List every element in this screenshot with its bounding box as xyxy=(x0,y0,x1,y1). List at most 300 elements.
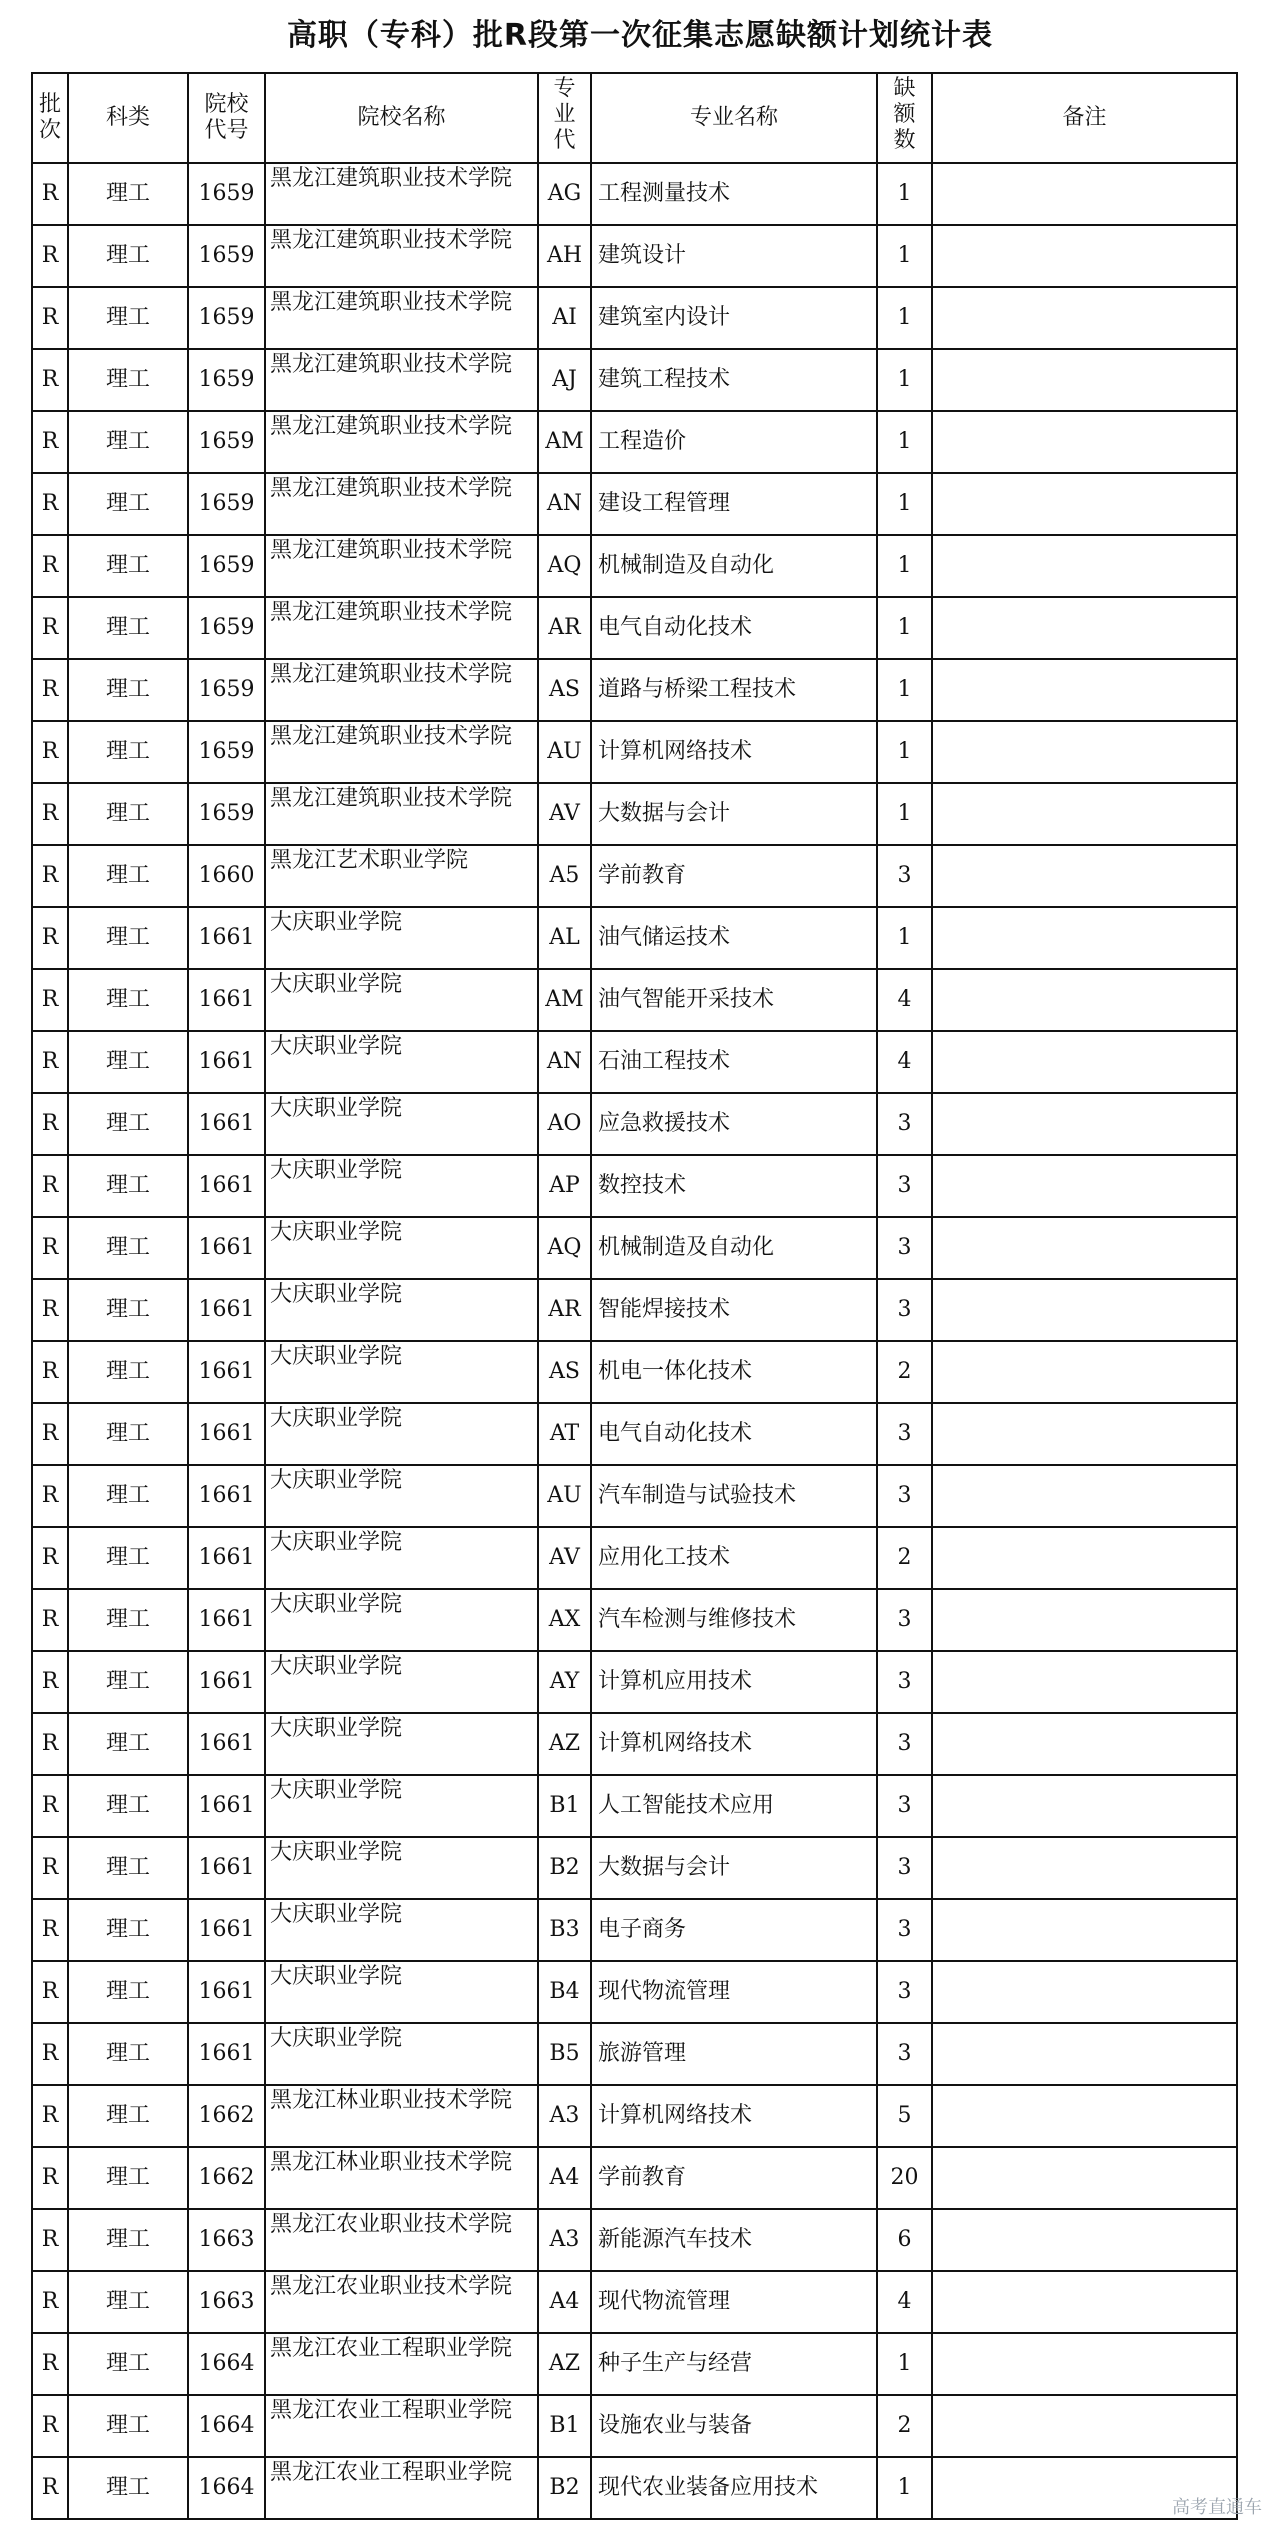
cell-vacancies: 5 xyxy=(877,2085,932,2147)
cell-category: 理工 xyxy=(68,1031,188,1093)
cell-major-code: AU xyxy=(538,1465,591,1527)
cell-school-name: 大庆职业学院 xyxy=(265,1031,538,1093)
table-row xyxy=(32,2333,1237,2395)
cell-school-name: 黑龙江林业职业技术学院 xyxy=(265,2085,538,2147)
header-vacancies xyxy=(877,73,932,163)
cell-vacancies: 2 xyxy=(877,2395,932,2457)
table-row xyxy=(32,659,1237,721)
cell-school-name: 黑龙江建筑职业技术学院 xyxy=(265,411,538,473)
cell-major-code: AU xyxy=(538,721,591,783)
cell-vacancies: 1 xyxy=(877,907,932,969)
cell-major-name: 机电一体化技术 xyxy=(591,1341,877,1403)
cell-batch: R xyxy=(32,473,68,535)
cell-remark xyxy=(932,473,1237,535)
page-title: 高职（专科）批R段第一次征集志愿缺额计划统计表 xyxy=(286,18,994,53)
cell-major-code: B2 xyxy=(538,1837,591,1899)
cell-major-name: 计算机网络技术 xyxy=(591,1713,877,1775)
cell-major-code: AV xyxy=(538,783,591,845)
cell-batch: R xyxy=(32,659,68,721)
cell-major-name: 大数据与会计 xyxy=(591,783,877,845)
header-batch xyxy=(32,73,68,163)
cell-remark xyxy=(932,2085,1237,2147)
cell-batch: R xyxy=(32,1589,68,1651)
cell-major-code: AJ xyxy=(538,349,591,411)
table-row xyxy=(32,1837,1237,1899)
cell-major-name: 石油工程技术 xyxy=(591,1031,877,1093)
cell-batch: R xyxy=(32,1713,68,1775)
cell-school-name: 大庆职业学院 xyxy=(265,1279,538,1341)
cell-vacancies: 4 xyxy=(877,2271,932,2333)
cell-major-code: AQ xyxy=(538,535,591,597)
cell-school-code: 1661 xyxy=(188,1589,265,1651)
cell-remark xyxy=(932,163,1237,225)
cell-vacancies: 3 xyxy=(877,1403,932,1465)
cell-remark xyxy=(932,907,1237,969)
cell-major-name: 现代农业装备应用技术 xyxy=(591,2457,877,2519)
cell-school-name: 大庆职业学院 xyxy=(265,1341,538,1403)
cell-major-code: AN xyxy=(538,473,591,535)
cell-remark xyxy=(932,411,1237,473)
cell-major-name: 油气智能开采技术 xyxy=(591,969,877,1031)
cell-school-code: 1659 xyxy=(188,597,265,659)
cell-vacancies: 1 xyxy=(877,163,932,225)
table-row xyxy=(32,1465,1237,1527)
cell-school-code: 1659 xyxy=(188,225,265,287)
table-row xyxy=(32,1775,1237,1837)
table-row xyxy=(32,721,1237,783)
cell-major-name: 设施农业与装备 xyxy=(591,2395,877,2457)
cell-batch: R xyxy=(32,1837,68,1899)
cell-major-name: 电子商务 xyxy=(591,1899,877,1961)
cell-batch: R xyxy=(32,1899,68,1961)
table-row xyxy=(32,1217,1237,1279)
cell-major-name: 现代物流管理 xyxy=(591,1961,877,2023)
cell-school-name: 黑龙江建筑职业技术学院 xyxy=(265,349,538,411)
cell-school-name: 黑龙江农业职业技术学院 xyxy=(265,2271,538,2333)
cell-school-code: 1662 xyxy=(188,2085,265,2147)
cell-batch: R xyxy=(32,1031,68,1093)
cell-category: 理工 xyxy=(68,1279,188,1341)
cell-school-code: 1661 xyxy=(188,1403,265,1465)
cell-major-name: 汽车制造与试验技术 xyxy=(591,1465,877,1527)
cell-batch: R xyxy=(32,1403,68,1465)
cell-school-code: 1661 xyxy=(188,1217,265,1279)
cell-school-code: 1661 xyxy=(188,1961,265,2023)
cell-school-name: 大庆职业学院 xyxy=(265,969,538,1031)
cell-major-code: AI xyxy=(538,287,591,349)
cell-batch: R xyxy=(32,1465,68,1527)
cell-major-code: AR xyxy=(538,597,591,659)
cell-major-name: 机械制造及自动化 xyxy=(591,1217,877,1279)
cell-category: 理工 xyxy=(68,845,188,907)
cell-remark xyxy=(932,1589,1237,1651)
cell-category: 理工 xyxy=(68,163,188,225)
cell-school-code: 1663 xyxy=(188,2209,265,2271)
cell-vacancies: 3 xyxy=(877,1155,932,1217)
cell-remark xyxy=(932,1465,1237,1527)
cell-vacancies: 1 xyxy=(877,411,932,473)
cell-remark xyxy=(932,287,1237,349)
cell-school-name: 大庆职业学院 xyxy=(265,1837,538,1899)
cell-batch: R xyxy=(32,2147,68,2209)
cell-remark xyxy=(932,2147,1237,2209)
cell-vacancies: 3 xyxy=(877,1093,932,1155)
cell-school-name: 黑龙江林业职业技术学院 xyxy=(265,2147,538,2209)
cell-batch: R xyxy=(32,845,68,907)
watermark: 高考直通车 xyxy=(1172,2497,1262,2518)
header-major-code-label: 专 业 代 xyxy=(553,76,576,153)
header-row xyxy=(32,73,1237,163)
cell-vacancies: 3 xyxy=(877,1961,932,2023)
cell-batch: R xyxy=(32,2085,68,2147)
cell-remark xyxy=(932,721,1237,783)
cell-school-code: 1661 xyxy=(188,969,265,1031)
cell-category: 理工 xyxy=(68,1341,188,1403)
cell-major-code: AX xyxy=(538,1589,591,1651)
cell-category: 理工 xyxy=(68,287,188,349)
cell-batch: R xyxy=(32,1961,68,2023)
cell-category: 理工 xyxy=(68,1403,188,1465)
cell-remark xyxy=(932,1341,1237,1403)
cell-remark xyxy=(932,1217,1237,1279)
cell-category: 理工 xyxy=(68,1217,188,1279)
cell-school-code: 1659 xyxy=(188,783,265,845)
cell-major-code: AZ xyxy=(538,1713,591,1775)
cell-remark xyxy=(932,2271,1237,2333)
cell-remark xyxy=(932,1279,1237,1341)
cell-category: 理工 xyxy=(68,1837,188,1899)
cell-major-name: 计算机网络技术 xyxy=(591,2085,877,2147)
cell-vacancies: 2 xyxy=(877,1527,932,1589)
cell-category: 理工 xyxy=(68,2333,188,2395)
cell-batch: R xyxy=(32,597,68,659)
cell-school-name: 大庆职业学院 xyxy=(265,1961,538,2023)
cell-batch: R xyxy=(32,2333,68,2395)
cell-batch: R xyxy=(32,1093,68,1155)
cell-category: 理工 xyxy=(68,473,188,535)
cell-school-code: 1660 xyxy=(188,845,265,907)
cell-school-code: 1661 xyxy=(188,1651,265,1713)
cell-major-name: 种子生产与经营 xyxy=(591,2333,877,2395)
cell-major-name: 建设工程管理 xyxy=(591,473,877,535)
cell-category: 理工 xyxy=(68,659,188,721)
cell-major-code: AP xyxy=(538,1155,591,1217)
cell-category: 理工 xyxy=(68,1899,188,1961)
table-row xyxy=(32,411,1237,473)
cell-school-code: 1664 xyxy=(188,2395,265,2457)
cell-vacancies: 1 xyxy=(877,783,932,845)
cell-school-code: 1661 xyxy=(188,907,265,969)
cell-vacancies: 4 xyxy=(877,969,932,1031)
cell-major-code: A3 xyxy=(538,2209,591,2271)
cell-vacancies: 20 xyxy=(877,2147,932,2209)
table-row xyxy=(32,2085,1237,2147)
cell-batch: R xyxy=(32,1775,68,1837)
cell-vacancies: 1 xyxy=(877,535,932,597)
cell-remark xyxy=(932,1155,1237,1217)
cell-vacancies: 1 xyxy=(877,2457,932,2519)
table-row xyxy=(32,1899,1237,1961)
cell-major-name: 人工智能技术应用 xyxy=(591,1775,877,1837)
cell-major-name: 计算机应用技术 xyxy=(591,1651,877,1713)
cell-school-name: 黑龙江建筑职业技术学院 xyxy=(265,721,538,783)
cell-vacancies: 3 xyxy=(877,1589,932,1651)
cell-category: 理工 xyxy=(68,1589,188,1651)
cell-major-code: B2 xyxy=(538,2457,591,2519)
cell-vacancies: 3 xyxy=(877,1899,932,1961)
cell-major-code: AQ xyxy=(538,1217,591,1279)
cell-major-code: AR xyxy=(538,1279,591,1341)
table-row xyxy=(32,2147,1237,2209)
table-row xyxy=(32,1093,1237,1155)
cell-major-name: 工程测量技术 xyxy=(591,163,877,225)
cell-major-name: 应用化工技术 xyxy=(591,1527,877,1589)
cell-category: 理工 xyxy=(68,2457,188,2519)
cell-school-name: 黑龙江建筑职业技术学院 xyxy=(265,287,538,349)
cell-remark xyxy=(932,783,1237,845)
cell-category: 理工 xyxy=(68,1713,188,1775)
cell-school-name: 黑龙江建筑职业技术学院 xyxy=(265,535,538,597)
table-row xyxy=(32,2271,1237,2333)
table-row xyxy=(32,2457,1237,2519)
cell-school-name: 黑龙江建筑职业技术学院 xyxy=(265,597,538,659)
cell-batch: R xyxy=(32,1217,68,1279)
table-row xyxy=(32,1961,1237,2023)
cell-school-code: 1659 xyxy=(188,659,265,721)
cell-school-name: 黑龙江建筑职业技术学院 xyxy=(265,163,538,225)
cell-school-code: 1661 xyxy=(188,1465,265,1527)
cell-remark xyxy=(932,535,1237,597)
header-category-label: 科类 xyxy=(105,105,150,130)
cell-school-code: 1659 xyxy=(188,473,265,535)
vacancy-table xyxy=(31,72,1238,2520)
cell-school-name: 大庆职业学院 xyxy=(265,1465,538,1527)
table-row xyxy=(32,1589,1237,1651)
cell-vacancies: 1 xyxy=(877,597,932,659)
table-row xyxy=(32,1155,1237,1217)
cell-batch: R xyxy=(32,2271,68,2333)
cell-vacancies: 3 xyxy=(877,2023,932,2085)
cell-major-name: 计算机网络技术 xyxy=(591,721,877,783)
cell-vacancies: 1 xyxy=(877,721,932,783)
cell-school-code: 1661 xyxy=(188,1837,265,1899)
cell-major-name: 道路与桥梁工程技术 xyxy=(591,659,877,721)
cell-remark xyxy=(932,2023,1237,2085)
cell-vacancies: 3 xyxy=(877,1775,932,1837)
cell-major-name: 工程造价 xyxy=(591,411,877,473)
cell-category: 理工 xyxy=(68,1093,188,1155)
cell-major-code: AM xyxy=(538,969,591,1031)
cell-category: 理工 xyxy=(68,1651,188,1713)
cell-school-code: 1659 xyxy=(188,349,265,411)
cell-school-name: 大庆职业学院 xyxy=(265,1589,538,1651)
cell-major-name: 应急救援技术 xyxy=(591,1093,877,1155)
cell-batch: R xyxy=(32,1341,68,1403)
cell-school-code: 1661 xyxy=(188,1713,265,1775)
cell-major-code: AH xyxy=(538,225,591,287)
header-school-name xyxy=(265,73,538,163)
table-row xyxy=(32,163,1237,225)
cell-batch: R xyxy=(32,1527,68,1589)
cell-major-code: B5 xyxy=(538,2023,591,2085)
cell-major-code: A5 xyxy=(538,845,591,907)
table-row xyxy=(32,845,1237,907)
table-row xyxy=(32,1031,1237,1093)
cell-remark xyxy=(932,2333,1237,2395)
table-row xyxy=(32,1651,1237,1713)
cell-vacancies: 3 xyxy=(877,845,932,907)
cell-category: 理工 xyxy=(68,721,188,783)
cell-school-name: 黑龙江建筑职业技术学院 xyxy=(265,225,538,287)
cell-remark xyxy=(932,1775,1237,1837)
cell-batch: R xyxy=(32,2457,68,2519)
cell-major-code: B1 xyxy=(538,1775,591,1837)
cell-remark xyxy=(932,1527,1237,1589)
header-major-code xyxy=(538,73,591,163)
cell-school-name: 大庆职业学院 xyxy=(265,1155,538,1217)
cell-school-name: 黑龙江农业工程职业学院 xyxy=(265,2395,538,2457)
cell-school-code: 1659 xyxy=(188,287,265,349)
cell-category: 理工 xyxy=(68,1527,188,1589)
cell-school-code: 1661 xyxy=(188,2023,265,2085)
cell-school-code: 1661 xyxy=(188,1775,265,1837)
table-row xyxy=(32,225,1237,287)
cell-school-code: 1661 xyxy=(188,1341,265,1403)
header-school-name-label: 院校名称 xyxy=(357,105,446,130)
cell-remark xyxy=(932,1837,1237,1899)
table-row xyxy=(32,473,1237,535)
cell-school-name: 黑龙江艺术职业学院 xyxy=(265,845,538,907)
cell-batch: R xyxy=(32,535,68,597)
cell-major-code: AN xyxy=(538,1031,591,1093)
cell-category: 理工 xyxy=(68,969,188,1031)
header-category xyxy=(68,73,188,163)
cell-school-name: 黑龙江建筑职业技术学院 xyxy=(265,659,538,721)
cell-category: 理工 xyxy=(68,1775,188,1837)
cell-category: 理工 xyxy=(68,1465,188,1527)
cell-school-name: 大庆职业学院 xyxy=(265,1899,538,1961)
cell-category: 理工 xyxy=(68,1961,188,2023)
cell-remark xyxy=(932,225,1237,287)
cell-major-name: 汽车检测与维修技术 xyxy=(591,1589,877,1651)
cell-school-code: 1661 xyxy=(188,1527,265,1589)
cell-school-name: 大庆职业学院 xyxy=(265,1403,538,1465)
cell-school-code: 1664 xyxy=(188,2333,265,2395)
cell-major-code: AV xyxy=(538,1527,591,1589)
cell-batch: R xyxy=(32,907,68,969)
cell-vacancies: 3 xyxy=(877,1837,932,1899)
cell-remark xyxy=(932,597,1237,659)
cell-category: 理工 xyxy=(68,411,188,473)
cell-category: 理工 xyxy=(68,535,188,597)
table-row xyxy=(32,1279,1237,1341)
cell-major-name: 旅游管理 xyxy=(591,2023,877,2085)
cell-major-name: 学前教育 xyxy=(591,2147,877,2209)
cell-remark xyxy=(932,1961,1237,2023)
header-major-name xyxy=(591,73,877,163)
cell-remark xyxy=(932,349,1237,411)
cell-vacancies: 3 xyxy=(877,1713,932,1775)
cell-category: 理工 xyxy=(68,2147,188,2209)
cell-vacancies: 3 xyxy=(877,1279,932,1341)
table-row xyxy=(32,349,1237,411)
cell-major-name: 建筑工程技术 xyxy=(591,349,877,411)
table-row xyxy=(32,1527,1237,1589)
cell-major-name: 电气自动化技术 xyxy=(591,597,877,659)
cell-major-code: AZ xyxy=(538,2333,591,2395)
cell-vacancies: 1 xyxy=(877,349,932,411)
cell-batch: R xyxy=(32,2395,68,2457)
table-row xyxy=(32,2209,1237,2271)
table-row xyxy=(32,2023,1237,2085)
cell-major-code: AG xyxy=(538,163,591,225)
header-remark-label: 备注 xyxy=(1062,105,1107,130)
cell-batch: R xyxy=(32,1155,68,1217)
cell-remark xyxy=(932,969,1237,1031)
cell-remark xyxy=(932,1403,1237,1465)
cell-vacancies: 2 xyxy=(877,1341,932,1403)
cell-major-code: A4 xyxy=(538,2271,591,2333)
cell-school-name: 黑龙江农业工程职业学院 xyxy=(265,2457,538,2519)
cell-remark xyxy=(932,1651,1237,1713)
cell-batch: R xyxy=(32,721,68,783)
cell-batch: R xyxy=(32,2023,68,2085)
header-school-code xyxy=(188,73,265,163)
cell-school-name: 大庆职业学院 xyxy=(265,1527,538,1589)
cell-major-name: 建筑室内设计 xyxy=(591,287,877,349)
cell-batch: R xyxy=(32,287,68,349)
cell-batch: R xyxy=(32,411,68,473)
cell-vacancies: 3 xyxy=(877,1651,932,1713)
cell-category: 理工 xyxy=(68,2023,188,2085)
cell-vacancies: 3 xyxy=(877,1465,932,1527)
cell-school-name: 大庆职业学院 xyxy=(265,1217,538,1279)
cell-major-code: AT xyxy=(538,1403,591,1465)
cell-batch: R xyxy=(32,783,68,845)
header-batch-label: 批 次 xyxy=(38,92,61,143)
table-row xyxy=(32,969,1237,1031)
cell-vacancies: 4 xyxy=(877,1031,932,1093)
cell-major-name: 数控技术 xyxy=(591,1155,877,1217)
cell-category: 理工 xyxy=(68,2209,188,2271)
table-row xyxy=(32,1713,1237,1775)
cell-major-code: AS xyxy=(538,1341,591,1403)
cell-school-name: 大庆职业学院 xyxy=(265,1651,538,1713)
cell-batch: R xyxy=(32,163,68,225)
cell-remark xyxy=(932,659,1237,721)
cell-major-name: 智能焊接技术 xyxy=(591,1279,877,1341)
cell-batch: R xyxy=(32,969,68,1031)
cell-category: 理工 xyxy=(68,2085,188,2147)
cell-remark xyxy=(932,1899,1237,1961)
header-remark xyxy=(932,73,1237,163)
table-row xyxy=(32,1403,1237,1465)
cell-school-name: 大庆职业学院 xyxy=(265,1775,538,1837)
cell-vacancies: 6 xyxy=(877,2209,932,2271)
cell-remark xyxy=(932,1093,1237,1155)
cell-school-code: 1664 xyxy=(188,2457,265,2519)
cell-school-code: 1661 xyxy=(188,1093,265,1155)
cell-major-code: AS xyxy=(538,659,591,721)
cell-batch: R xyxy=(32,2209,68,2271)
cell-major-name: 油气储运技术 xyxy=(591,907,877,969)
cell-school-code: 1659 xyxy=(188,535,265,597)
cell-school-name: 大庆职业学院 xyxy=(265,1093,538,1155)
cell-major-code: A4 xyxy=(538,2147,591,2209)
cell-school-code: 1659 xyxy=(188,411,265,473)
cell-school-code: 1661 xyxy=(188,1031,265,1093)
cell-major-code: B3 xyxy=(538,1899,591,1961)
